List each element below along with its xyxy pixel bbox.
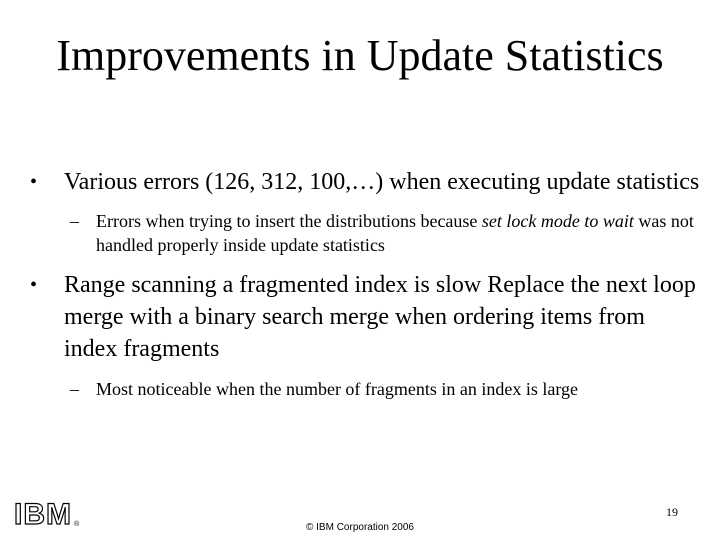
bullet-marker: • xyxy=(30,171,38,193)
sub-bullet-item xyxy=(70,377,696,401)
registered-mark: ® xyxy=(74,521,80,528)
bullet-item xyxy=(30,269,704,365)
bullet-text: Various errors (126, 312, 100,…) when executing update statistics xyxy=(64,169,700,195)
sub-bullet-marker: – xyxy=(70,379,79,399)
sub-bullet-text-before: Errors when trying to insert the distributions because xyxy=(96,211,482,231)
sub-bullet-text-after: was not handled properly inside update statistics xyxy=(96,211,694,255)
sub-bullet-text: Most noticeable when the number of fragments in an index is large xyxy=(96,379,579,399)
sub-bullet-marker: – xyxy=(70,211,79,231)
ibm-logo-text: IBM xyxy=(14,498,72,531)
slide-title: Improvements in Update Statistics xyxy=(56,31,664,80)
sub-bullet-italic-text: set lock mode to wait xyxy=(481,211,634,231)
bullet-list xyxy=(0,166,720,401)
sub-bullet-item xyxy=(70,209,696,257)
bullet-marker: • xyxy=(30,274,38,296)
bullet-text: Range scanning a fragmented index is slow Replace the next loop merge with a binary search merge when ordering items from index fragments xyxy=(64,272,696,362)
page-number: 19 xyxy=(666,505,678,519)
copyright-notice: © IBM Corporation 2006 xyxy=(306,522,414,533)
bullet-item xyxy=(30,166,704,198)
